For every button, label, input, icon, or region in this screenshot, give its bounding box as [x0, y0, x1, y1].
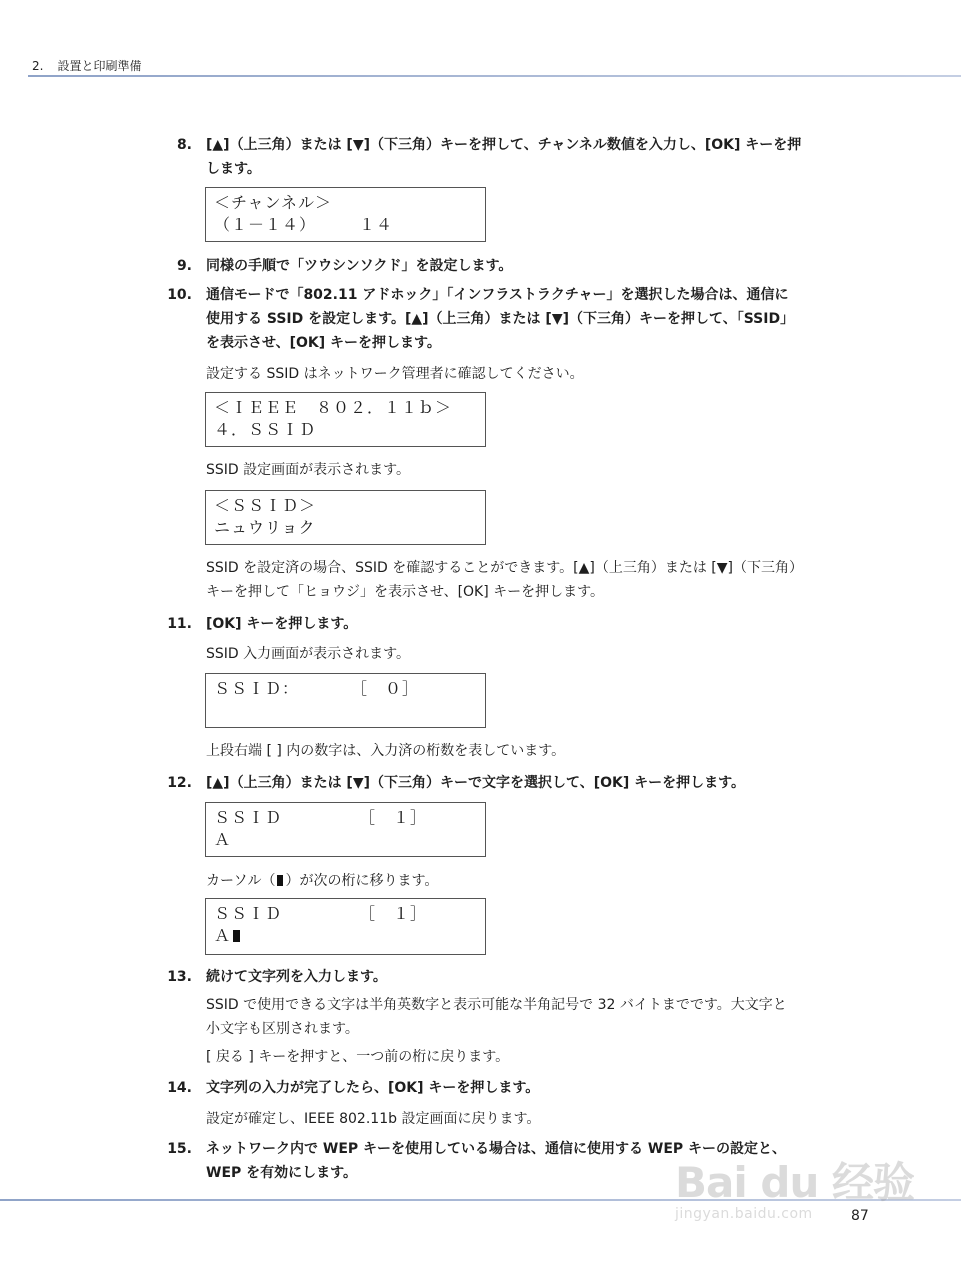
step-10-text — [206, 283, 874, 355]
lcd-row-2: ４．ＳＳＩＤ — [214, 420, 317, 439]
lcd-ieee — [205, 392, 486, 447]
running-header — [32, 57, 141, 74]
note-line-2: キーを押して「ヒョウジ」を表示させ、[OK] キーを押します。 — [206, 584, 605, 600]
lcd-input — [205, 673, 486, 728]
step-8-line-2: します。 — [206, 161, 261, 177]
lcd-row-2: ニュウリョク — [214, 518, 316, 537]
step-15-line-1: ネットワーク内で WEP キーを使用している場合は、通信に使用する WEP キーの設定と、 — [206, 1141, 787, 1157]
chapter-number: 2. — [32, 59, 44, 73]
step-13-text: 続けて文字列を入力します。 — [206, 969, 387, 985]
step-9-text: 同様の手順で「ツウシンソクド」を設定します。 — [206, 258, 513, 274]
step-13-number: 13. — [167, 969, 192, 985]
step-9-number: 9. — [176, 258, 192, 274]
lcd-a2 — [205, 898, 486, 955]
step-14-text: 文字列の入力が完了したら、[OK] キーを押します。 — [206, 1080, 540, 1096]
baidu-watermark — [675, 1150, 915, 1250]
lcd-row-2 — [214, 925, 485, 947]
step-10-line-1: 通信モードで「802.11 アドホック」「インフラストラクチャー」を選択した場合は、通信に — [206, 287, 789, 303]
step-10-note-a: 設定する SSID はネットワーク管理者に確認してください。 — [206, 366, 584, 382]
step-15-line-2: WEP を有効にします。 — [206, 1165, 358, 1181]
lcd-row-1: ＳＳＩＤ ［ １］ — [214, 808, 428, 827]
step-8-number: 8. — [176, 137, 192, 153]
lcd-ssid — [205, 490, 486, 545]
step-10-note-c — [206, 556, 874, 604]
step-14-number: 14. — [167, 1080, 192, 1096]
step-14-note-a: 設定が確定し、IEEE 802.11b 設定画面に戻ります。 — [206, 1111, 541, 1127]
step-11-text: [OK] キーを押します。 — [206, 616, 358, 632]
step-15-number: 15. — [167, 1141, 192, 1157]
cursor-icon — [233, 930, 240, 942]
lcd-a1 — [205, 802, 486, 857]
step-13-note-b: [ 戻る ] キーを押すと、一つ前の桁に戻ります。 — [206, 1049, 510, 1065]
cursor-icon — [277, 875, 283, 886]
note-line-1: SSID で使用できる文字は半角英数字と表示可能な半角記号で 32 バイトまでです。大文字と — [206, 997, 787, 1013]
step-10-note-b: SSID 設定画面が表示されます。 — [206, 462, 411, 478]
watermark-url: jingyan.baidu.com — [675, 1206, 813, 1222]
lcd-row-2-text: Ａ — [214, 926, 232, 945]
step-13-note-a — [206, 993, 874, 1041]
note-line-1: SSID を設定済の場合、SSID を確認することができます。[▲]（上三角）または [▼]（下三角） — [206, 560, 803, 576]
lcd-row-1: ＜ＳＳＩＤ＞ — [214, 496, 317, 515]
lcd-row-1: ＳＳＩＤ： ［ ０］ — [214, 679, 420, 698]
lcd-row-2 — [214, 700, 485, 722]
step-10-line-2: 使用する SSID を設定します。[▲]（上三角）または [▼]（下三角）キーを押して、「SSID」 — [206, 311, 795, 327]
step-11-number: 11. — [167, 616, 192, 632]
lcd-row-1: ＜チャンネル＞ — [214, 193, 333, 212]
step-11-note-a: SSID 入力画面が表示されます。 — [206, 646, 411, 662]
lcd-channel — [205, 187, 486, 242]
step-12-number: 12. — [167, 775, 192, 791]
note-text-before: カーソル（ — [206, 873, 276, 889]
lcd-row-2: Ａ — [214, 830, 232, 849]
chapter-title: 設置と印刷準備 — [57, 59, 142, 73]
step-10-line-3: を表示させ、[OK] キーを押します。 — [206, 335, 441, 351]
step-12-text: [▲]（上三角）または [▼]（下三角）キーで文字を選択して、[OK] キーを押します。 — [206, 775, 746, 791]
note-line-2: 小文字も区別されます。 — [206, 1021, 359, 1037]
step-10-number: 10. — [167, 287, 192, 303]
page-number: 87 — [851, 1208, 869, 1224]
lcd-row-1: ＜ＩＥＥＥ ８０２．１１ｂ＞ — [214, 398, 453, 417]
step-8-text — [206, 133, 874, 181]
note-text-after: ）が次の桁に移ります。 — [285, 873, 439, 889]
step-8-line-1: [▲]（上三角）または [▼]（下三角）キーを押して、チャンネル数値を入力し、[OK] キーを押 — [206, 137, 802, 153]
header-rule — [28, 75, 961, 77]
step-12-note-a — [206, 869, 874, 893]
lcd-row-2: （１－１４） １４ — [214, 215, 394, 234]
lcd-row-1: ＳＳＩＤ ［ １］ — [214, 904, 428, 923]
watermark-logo: Bai du 经验 — [675, 1158, 914, 1207]
step-11-note-b: 上段右端 [ ] 内の数字は、入力済の桁数を表しています。 — [206, 743, 566, 759]
